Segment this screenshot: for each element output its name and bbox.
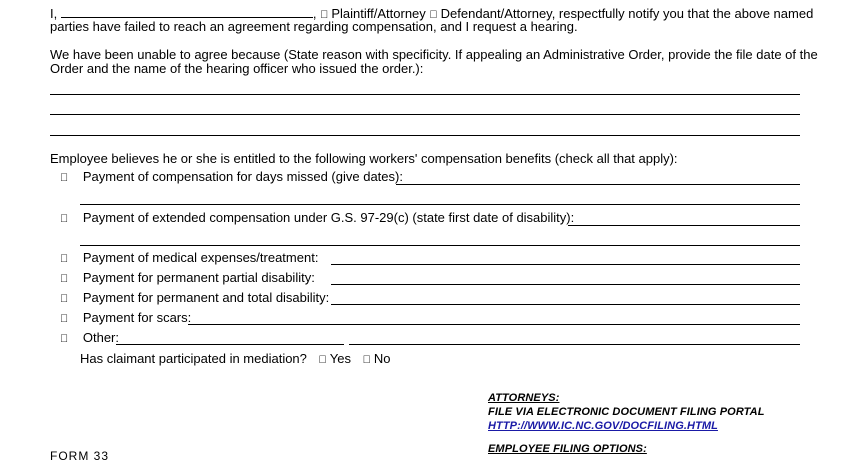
total-field[interactable] [331,304,800,305]
total-row [60,290,329,307]
benefits-intro: Employee believes he or she is entitled to the following workers' compensation benefits (check all that apply): [50,151,678,166]
extended-date-field[interactable] [568,225,800,226]
attorneys-heading: ATTORNEYS: [488,392,560,404]
total-checkbox[interactable] [60,292,68,307]
medical-field[interactable] [331,264,800,265]
other-label: Other: [74,330,111,345]
partial-row [60,270,315,287]
request-line-2: parties have failed to reach an agreement regarding compensation, and I request a hearing. [50,19,578,34]
attorneys-file-via: FILE VIA ELECTRONIC DOCUMENT FILING PORTAL [488,406,765,418]
other-checkbox[interactable] [60,332,68,347]
form-label: FORM 33 [50,449,110,463]
reason-field-3[interactable] [50,135,800,136]
days-missed-row [60,169,403,186]
mediation-yes-checkbox[interactable] [319,353,327,368]
total-label: Payment for permanent and total disability: [74,290,322,305]
request-lead: I, [50,6,58,21]
request-comma: , [312,6,317,21]
plaintiff-label: Plaintiff/Attorney [323,6,418,21]
partial-checkbox[interactable] [60,272,68,287]
days-missed-field-2[interactable] [80,204,800,205]
extended-field-2[interactable] [80,245,800,246]
days-missed-field[interactable] [396,184,800,185]
other-detail-field[interactable] [349,344,800,345]
mediation-no-checkbox[interactable] [363,353,371,368]
partial-field[interactable] [331,284,800,285]
docfiling-link[interactable]: HTTP://WWW.IC.NC.GOV/DOCFILING.HTML [488,420,718,432]
medical-row [60,250,318,267]
extended-checkbox[interactable] [60,212,68,227]
mediation-yes-label: Yes [321,351,343,366]
reason-line-2: Order and the name of the hearing officer who issued the order.): [50,61,424,76]
defendant-label: Defendant/Attorney, respectfully notify you that the above named [424,6,797,21]
medical-checkbox[interactable] [60,252,68,267]
partial-label: Payment for permanent partial disability: [74,270,307,285]
reason-field-1[interactable] [50,94,800,95]
mediation-row [80,351,391,368]
extended-label: Payment of extended compensation under G.S. 97-29(c) (state first date of disability): [74,210,566,225]
other-type-field[interactable] [116,344,344,345]
employee-filing-heading: EMPLOYEE FILING OPTIONS: [488,443,647,455]
other-row [60,330,119,347]
mediation-question: Has claimant participated in mediation? [80,351,307,366]
scars-field[interactable] [188,324,800,325]
reason-line-1: We have been unable to agree because (State reason with specificity. If appealing an Administrative Order, provide the file date of the [50,47,818,62]
days-missed-label: Payment of compensation for days missed (give dates): [74,169,395,184]
days-missed-checkbox[interactable] [60,171,68,186]
declarant-name-field[interactable] [61,5,313,18]
scars-row [60,310,191,327]
scars-checkbox[interactable] [60,312,68,327]
extended-row [60,210,574,227]
mediation-no-label: No [357,351,374,366]
medical-label: Payment of medical expenses/treatment: [74,250,311,265]
scars-label: Payment for scars: [74,310,183,325]
reason-field-2[interactable] [50,114,800,115]
